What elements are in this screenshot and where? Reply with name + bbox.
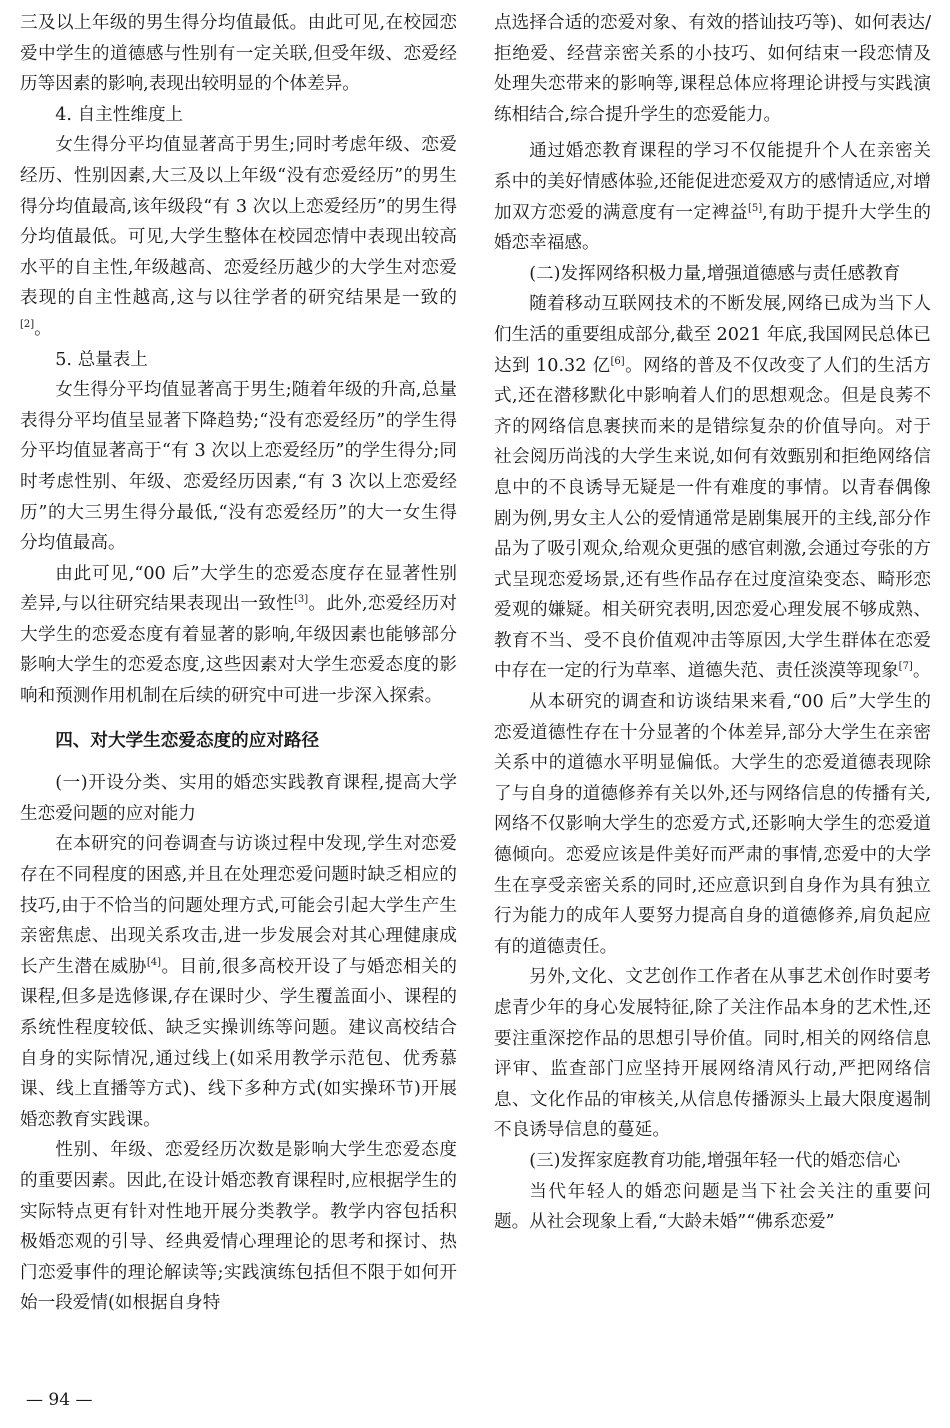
page-number: — 94 —	[26, 1390, 93, 1410]
section-heading: 四、对大学生恋爱态度的应对路径	[55, 730, 320, 751]
paragraph: 在本研究的问卷调查与访谈过程中发现,学生对恋爱存在不同程度的困惑,并且在处理恋爱问题时缺乏相应的技巧,由于不恰当的问题处理方式,可能会引起大学生产生亲密焦虑、出现关系攻击,进一步发展会对其心理健康成长产生潜在威胁[4]。目前,很多高校开设了与婚恋相关的课程,但多是选修课,存在课时少、学生覆盖面小、课程的系统性程度较低、缺乏实操训练等问题。建议高校结合自身的实际情况,通过线上(如采用教学示范包、优秀慕课、线上直播等方式)、线下多种方式(如实操环节)开展婚恋教育实践课。	[20, 834, 457, 1130]
paragraph: 三及以上年级的男生得分均值最低。由此可见,在校园恋爱中学生的道德感与性别有一定关联,但受年级、恋爱经历等因素的影响,表现出较明显的个体差异。	[20, 13, 457, 95]
citation: [2]	[20, 319, 35, 331]
right-column	[494, 8, 931, 1238]
paragraph: 当代年轻人的婚恋问题是当下社会关注的重要问题。从社会现象上看,“大龄未婚”“佛系恋爱”	[494, 1181, 931, 1233]
paragraph: 女生得分平均值显著高于男生;随着年级的升高,总量表得分平均值呈显著下降趋势;“没有恋爱经历”的学生得分平均值显著高于“有 3 次以上恋爱经历”的学生得分;同时考虑性别、年级、恋爱经历因素,“有 3 次以上恋爱经历”的大三男生得分最低,“没有恋爱经历”的大一女生得分均值最高。	[20, 380, 457, 554]
subsection-heading: 4. 自主性维度上	[55, 104, 184, 125]
subsection-heading: (二)发挥网络积极力量,增强道德感与责任感教育	[529, 263, 901, 284]
citation: [4]	[146, 956, 161, 968]
citation: [6]	[610, 355, 625, 367]
subsection-heading: (一)开设分类、实用的婚恋实践教育课程,提高大学生恋爱问题的应对能力	[20, 773, 457, 824]
paragraph: 点选择合适的恋爱对象、有效的搭讪技巧等)、如何表达/拒绝爱、经营亲密关系的小技巧、如何结束一段恋情及处理失恋带来的影响等,课程总体应将理论讲授与实践演练相结合,综合提升学生的恋爱能力。	[494, 13, 931, 125]
paragraph: 性别、年级、恋爱经历次数是影响大学生恋爱态度的重要因素。因此,在设计婚恋教育课程时,应根据学生的实际特点更有针对性地开展分类教学。教学内容包括积极婚恋观的引导、经典爱情心理理论的思考和探讨、热门恋爱事件的理论解读等;实践演练包括但不限于如何开始一段爱情(如根据自身特	[20, 1140, 457, 1314]
paragraph: 女生得分平均值显著高于男生;同时考虑年级、恋爱经历、性别因素,大三及以上年级“没有恋爱经历”的男生得分均值最高,该年级段“有 3 次以上恋爱经历”的男生得分均值最低。可见,大学生整体在校园恋情中表现出较高水平的自主性,年级越高、恋爱经历越少的大学生对恋爱表现的自主性越高,这与以往学者的研究结果是一致的[2]。	[20, 135, 457, 339]
paragraph: 从本研究的调查和访谈结果来看,“00 后”大学生的恋爱道德性存在十分显著的个体差异,部分大学生在亲密关系中的道德水平明显偏低。大学生的恋爱道德表现除了与自身的道德修养有关以外,还与网络信息的传播有关,网络不仅影响大学生的恋爱方式,还影响大学生的恋爱道德倾向。恋爱应该是件美好而严肃的事情,恋爱中的大学生在享受亲密关系的同时,还应意识到自身作为具有独立行为能力的成年人要努力提高自身的道德修养,肩负起应有的道德责任。	[494, 692, 931, 957]
paragraph: 通过婚恋教育课程的学习不仅能提升个人在亲密关系中的美好情感体验,还能促进恋爱双方的感情适应,对增加双方恋爱的满意度有一定裨益[5],有助于提升大学生的婚恋幸福感。	[494, 141, 931, 254]
citation: [3]	[293, 594, 309, 606]
citation: [7]	[898, 661, 913, 673]
citation: [5]	[747, 202, 763, 214]
subsection-heading: (三)发挥家庭教育功能,增强年轻一代的婚恋信心	[529, 1150, 901, 1171]
paragraph: 随着移动互联网技术的不断发展,网络已成为当下人们生活的重要组成部分,截至 2021 年底,我国网民总体已达到 10.32 亿[6]。网络的普及不仅改变了人们的生活方式,还在潜移默化中影响着人们的思想观念。但是良莠不齐的网络信息裹挟而来的是错综复杂的价值导向。对于社会阅历尚浅的大学生来说,如何有效甄别和拒绝网络信息中的不良诱导无疑是一件有难度的事情。以青春偶像剧为例,男女主人公的爱情通常是剧集展开的主线,部分作品为了吸引观众,给观众更强的感官刺激,会通过夸张的方式呈现恋爱场景,还有些作品存在过度渲染变态、畸形恋爱观的嫌疑。相关研究表明,因恋爱心理发展不够成熟、教育不当、受不良价值观冲击等原因,大学生群体在恋爱中存在一定的行为草率、道德失范、责任淡漠等现象[7]。	[494, 294, 931, 682]
subsection-heading: 5. 总量表上	[55, 349, 148, 370]
paragraph: 另外,文化、文艺创作工作者在从事艺术创作时要考虑青少年的身心发展特征,除了关注作品本身的艺术性,还要注重深挖作品的思想引导价值。同时,相关的网络信息评审、监查部门应坚持开展网络清风行动,严把网络信息、文化作品的审核关,从信息传播源头上最大限度遏制不良诱导信息的蔓延。	[494, 967, 931, 1141]
paragraph: 由此可见,“00 后”大学生的恋爱态度存在显著性别差异,与以往研究结果表现出一致性[3]。此外,恋爱经历对大学生的恋爱态度有着显著的影响,年级因素也能够部分影响大学生的恋爱态度,这些因素对大学生恋爱态度的影响和预测作用机制在后续的研究中可进一步深入探索。	[20, 563, 457, 707]
left-column	[20, 8, 457, 1319]
